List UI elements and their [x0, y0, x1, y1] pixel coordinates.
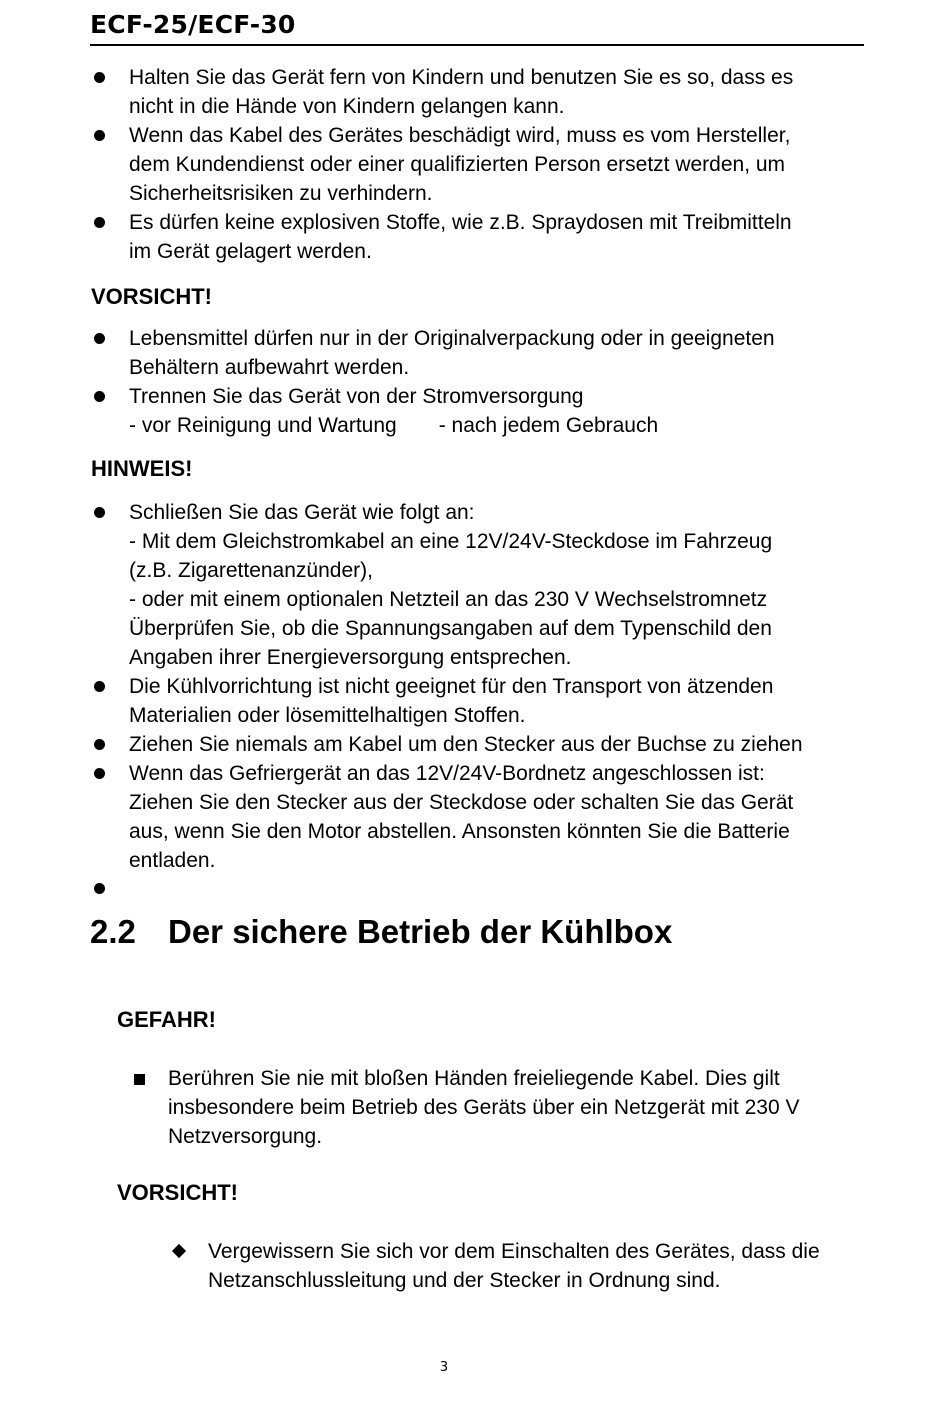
list-item-text: Wenn das Gefriergerät an das 12V/24V-Bordnetz angeschlossen ist: [129, 762, 765, 785]
list-item-text: Ziehen Sie den Stecker aus der Steckdose oder schalten Sie das Gerät [129, 791, 794, 814]
list-item-text: Lebensmittel dürfen nur in der Originalverpackung oder in geeigneten [129, 327, 775, 350]
list-item-text: Die Kühlvorrichtung ist nicht geeignet für den Transport von ätzenden [129, 675, 774, 698]
bullet-diamond-icon [170, 1237, 210, 1266]
list-item-text: - oder mit einem optionalen Netzteil an das 230 V Wechselstromnetz [129, 588, 768, 611]
list-item-text: Es dürfen keine explosiven Stoffe, wie z.B. Spraydosen mit Treibmitteln [129, 211, 792, 234]
list-item-text: Überprüfen Sie, ob die Spannungsangaben auf dem Typenschild den [129, 617, 772, 640]
bullet-dot-icon [91, 208, 131, 237]
section-heading [90, 912, 672, 952]
danger-heading: GEFAHR! [117, 1007, 216, 1032]
list-item-text: nicht in die Hände von Kindern gelangen kann. [129, 95, 565, 118]
list-item-text: aus, wenn Sie den Motor abstellen. Ansonsten könnten Sie die Batterie [129, 820, 790, 843]
list-item-text: dem Kundendienst oder einer qualifizierten Person ersetzt werden, um [129, 153, 786, 176]
list-item-text: (z.B. Zigarettenanzünder), [129, 559, 373, 582]
list-item-subtext: - vor Reinigung und Wartung [129, 414, 397, 437]
list-item-text: Angaben ihrer Energieversorgung entsprechen. [129, 646, 572, 669]
list-item-text: insbesondere beim Betrieb des Geräts über ein Netzgerät mit 230 V [168, 1096, 800, 1119]
list-item-text: Berühren Sie nie mit bloßen Händen freieliegende Kabel. Dies gilt [168, 1067, 780, 1090]
list-item-text: Sicherheitsrisiken zu verhindern. [129, 182, 433, 205]
notice-heading: HINWEIS! [91, 456, 193, 481]
caution-heading: VORSICHT! [117, 1180, 238, 1205]
list-item-text: entladen. [129, 849, 216, 872]
list-item-text: - Mit dem Gleichstromkabel an eine 12V/24V-Steckdose im Fahrzeug [129, 530, 773, 553]
list-item-text: Netzversorgung. [168, 1125, 323, 1148]
list-item-text: Materialien oder lösemittelhaltigen Stoffen. [129, 704, 526, 727]
list-item-text: Ziehen Sie niemals am Kabel um den Stecker aus der Buchse zu ziehen [129, 733, 803, 756]
bullet-dot-icon [91, 874, 131, 903]
bullet-dot-icon [91, 498, 131, 527]
section-title: Der sichere Betrieb der Kühlbox [168, 913, 673, 950]
bullet-dot-icon [91, 382, 131, 411]
bullet-dot-icon [91, 759, 131, 788]
bullet-dot-icon [91, 63, 131, 92]
list-item-text: Schließen Sie das Gerät wie folgt an: [129, 501, 475, 524]
header-divider [90, 44, 864, 46]
list-item-subtext: - nach jedem Gebrauch [438, 414, 659, 437]
caution-heading: VORSICHT! [91, 284, 212, 309]
list-item-text [129, 411, 859, 440]
document-header-title: ECF-25/ECF-30 [90, 10, 296, 39]
bullet-square-icon [130, 1064, 170, 1093]
list-item-text: Vergewissern Sie sich vor dem Einschalten des Gerätes, dass die [208, 1240, 820, 1263]
page-number: 3 [439, 1360, 449, 1375]
list-item-text: Halten Sie das Gerät fern von Kindern und benutzen Sie es so, dass es [129, 66, 794, 89]
section-number: 2.2 [90, 913, 136, 950]
list-item-text: Wenn das Kabel des Gerätes beschädigt wird, muss es vom Hersteller, [129, 124, 791, 147]
list-item-text: Behältern aufbewahrt werden. [129, 356, 410, 379]
list-item-text: im Gerät gelagert werden. [129, 240, 372, 263]
bullet-dot-icon [91, 730, 131, 759]
list-item-text: Netzanschlussleitung und der Stecker in Ordnung sind. [208, 1269, 721, 1292]
bullet-dot-icon [91, 324, 131, 353]
list-item-text: Trennen Sie das Gerät von der Stromversorgung [129, 385, 584, 408]
bullet-dot-icon [91, 121, 131, 150]
bullet-dot-icon [91, 672, 131, 701]
